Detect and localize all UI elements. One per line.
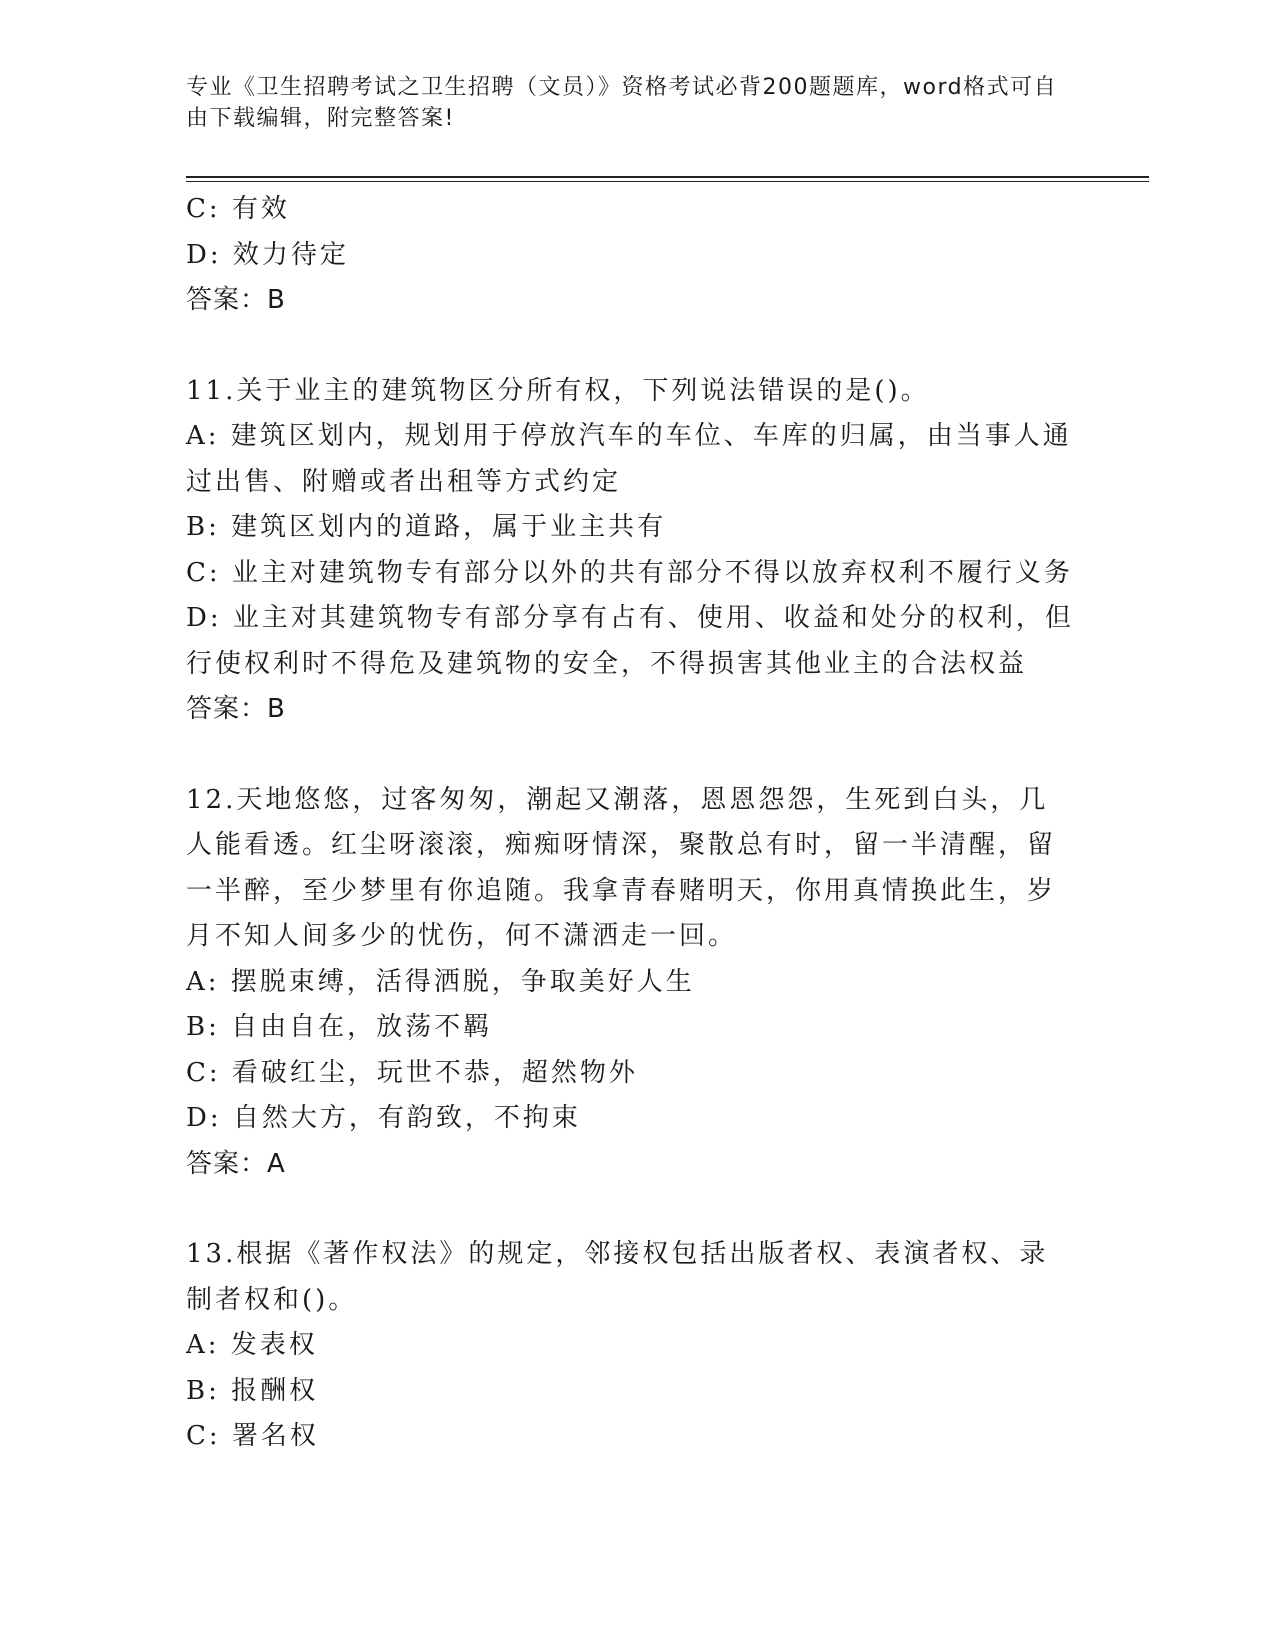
- option-d: D: 效力待定: [186, 239, 349, 270]
- document-body: [186, 187, 1076, 1460]
- header-rule-thick: [186, 176, 1149, 178]
- question-12-answer: 答案：A: [186, 1148, 286, 1179]
- question-13: 13.根据《著作权法》的规定，邻接权包括出版者权、表演者权、录制者权和()。: [186, 1239, 1049, 1315]
- option-c: C: 有效: [186, 194, 290, 224]
- question-12-option-b: B: 自由自在，放荡不羁: [186, 1012, 493, 1042]
- question-11: 11.关于业主的建筑物区分所有权，下列说法错误的是()。: [186, 375, 930, 406]
- spacer: [186, 733, 1076, 778]
- spacer: [186, 1187, 1076, 1232]
- question-11-option-d: D: 业主对其建筑物专有部分享有占有、使用、收益和处分的权利，但行使权利时不得危及建筑物的安全，不得损害其他业主的合法权益: [186, 603, 1074, 679]
- question-13-option-b: B: 报酬权: [186, 1375, 319, 1406]
- page-header-title: 专业《卫生招聘考试之卫生招聘（文员）》资格考试必背200题题库，word格式可自由下载编辑，附完整答案!: [186, 75, 1058, 131]
- spacer: [186, 324, 1076, 369]
- question-12-option-c: C: 看破红尘，玩世不恭，超然物外: [186, 1057, 638, 1088]
- question-11-option-b: B: 建筑区划内的道路，属于业主共有: [186, 512, 667, 542]
- header-rule-thin: [186, 181, 1149, 182]
- question-11-option-c: C: 业主对建筑物专有部分以外的共有部分不得以放弃权利不履行义务: [186, 557, 1073, 588]
- question-12-option-a: A: 摆脱束缚，活得洒脱，争取美好人生: [186, 966, 695, 997]
- question-12-option-d: D: 自然大方，有韵致，不拘束: [186, 1103, 581, 1133]
- question-11-option-a: A: 建筑区划内，规划用于停放汽车的车位、车库的归属，由当事人通过出售、附赠或者出租等方式约定: [186, 421, 1072, 497]
- question-12: 12.天地悠悠，过客匆匆，潮起又潮落，恩恩怨怨，生死到白头，几人能看透。红尘呀滚滚，痴痴呀情深，聚散总有时，留一半清醒，留一半醉，至少梦里有你追随。我拿青春赌明天，你用真情换此生，岁月不知人间多少的忧伤，何不潇洒走一回。: [186, 784, 1057, 951]
- question-13-option-a: A: 发表权: [186, 1330, 318, 1360]
- question-13-option-c: C: 署名权: [186, 1421, 319, 1451]
- answer: 答案：B: [186, 285, 286, 315]
- question-11-answer: 答案：B: [186, 694, 286, 724]
